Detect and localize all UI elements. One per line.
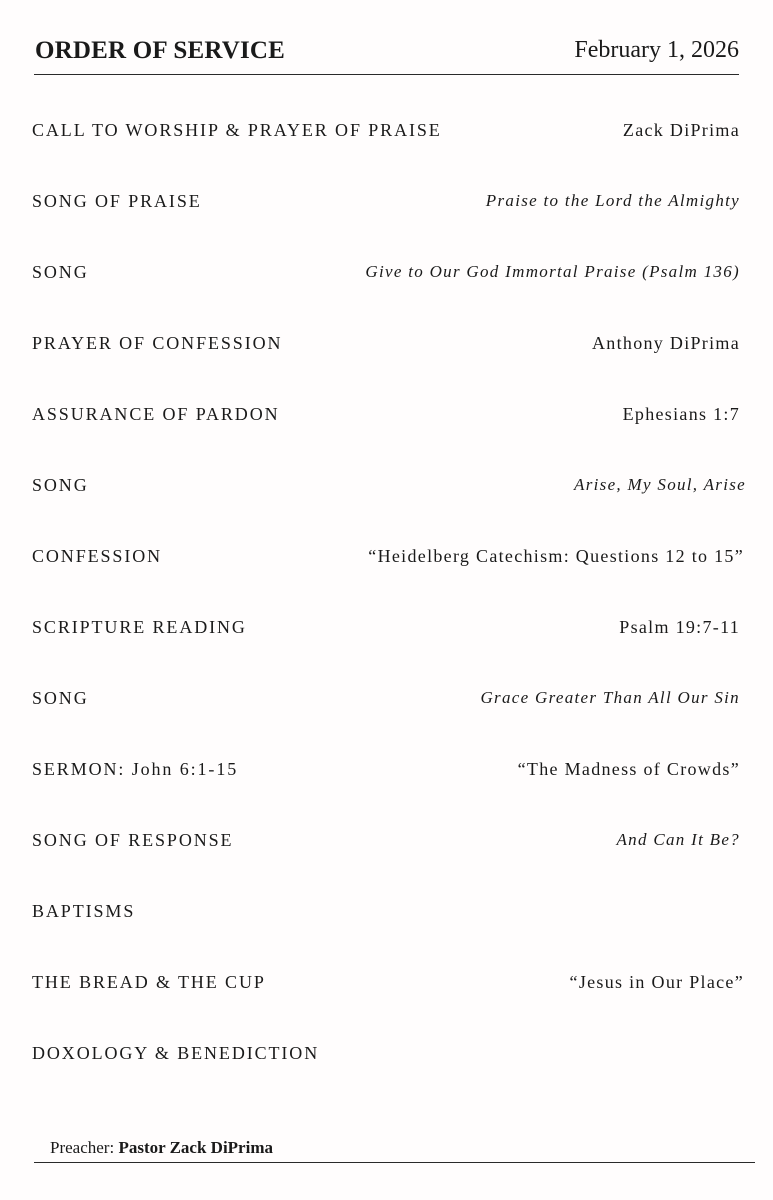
item-label: PRAYER OF CONFESSION: [32, 333, 283, 353]
service-items-list: [32, 120, 746, 1114]
item-detail: Praise to the Lord the Almighty: [485, 191, 740, 210]
item-label: SONG OF PRAISE: [32, 191, 202, 211]
item-detail: “Jesus in Our Place”: [569, 972, 744, 992]
item-label: CALL TO WORSHIP & PRAYER OF PRAISE: [32, 120, 442, 140]
list-item: [32, 901, 740, 972]
item-label: SCRIPTURE READING: [32, 617, 247, 637]
item-detail: Arise, My Soul, Arise: [574, 475, 746, 494]
list-item: [32, 546, 744, 617]
list-item: [32, 617, 740, 688]
list-item: [32, 120, 740, 191]
item-detail: And Can It Be?: [616, 830, 740, 849]
item-label: BAPTISMS: [32, 901, 136, 921]
list-item: [32, 262, 740, 333]
list-item: [32, 972, 744, 1043]
item-label: ASSURANCE OF PARDON: [32, 404, 280, 424]
item-detail: Grace Greater Than All Our Sin: [480, 688, 740, 707]
item-detail: Give to Our God Immortal Praise (Psalm 136): [365, 262, 740, 281]
item-detail: Zack DiPrima: [622, 120, 740, 140]
list-item: [32, 475, 746, 546]
item-label: SONG: [32, 262, 89, 282]
item-label: SERMON: John 6:1-15: [32, 759, 239, 779]
preacher-name: Pastor Zack DiPrima: [118, 1138, 273, 1157]
list-item: [32, 404, 740, 475]
page-title: ORDER OF SERVICE: [35, 37, 286, 64]
list-item: [32, 759, 740, 830]
list-item: [32, 1043, 740, 1114]
item-label: SONG: [32, 475, 89, 495]
list-item: [32, 333, 740, 404]
item-label: SONG OF RESPONSE: [32, 830, 234, 850]
item-detail: Anthony DiPrima: [592, 333, 740, 353]
list-item: [32, 688, 740, 759]
item-detail: Psalm 19:7-11: [619, 617, 740, 637]
header: [34, 34, 739, 75]
item-detail: “The Madness of Crowds”: [517, 759, 740, 779]
preacher-line: [50, 1138, 273, 1158]
item-label: SONG: [32, 688, 89, 708]
footer: [34, 1134, 755, 1163]
service-date: February 1, 2026: [574, 37, 739, 63]
item-label: DOXOLOGY & BENEDICTION: [32, 1043, 320, 1063]
list-item: [32, 830, 740, 901]
item-detail: Ephesians 1:7: [622, 404, 740, 424]
list-item: [32, 191, 740, 262]
item-label: CONFESSION: [32, 546, 163, 566]
preacher-label: Preacher:: [50, 1138, 115, 1157]
item-label: THE BREAD & THE CUP: [32, 972, 266, 992]
item-detail: “Heidelberg Catechism: Questions 12 to 15”: [368, 546, 744, 566]
